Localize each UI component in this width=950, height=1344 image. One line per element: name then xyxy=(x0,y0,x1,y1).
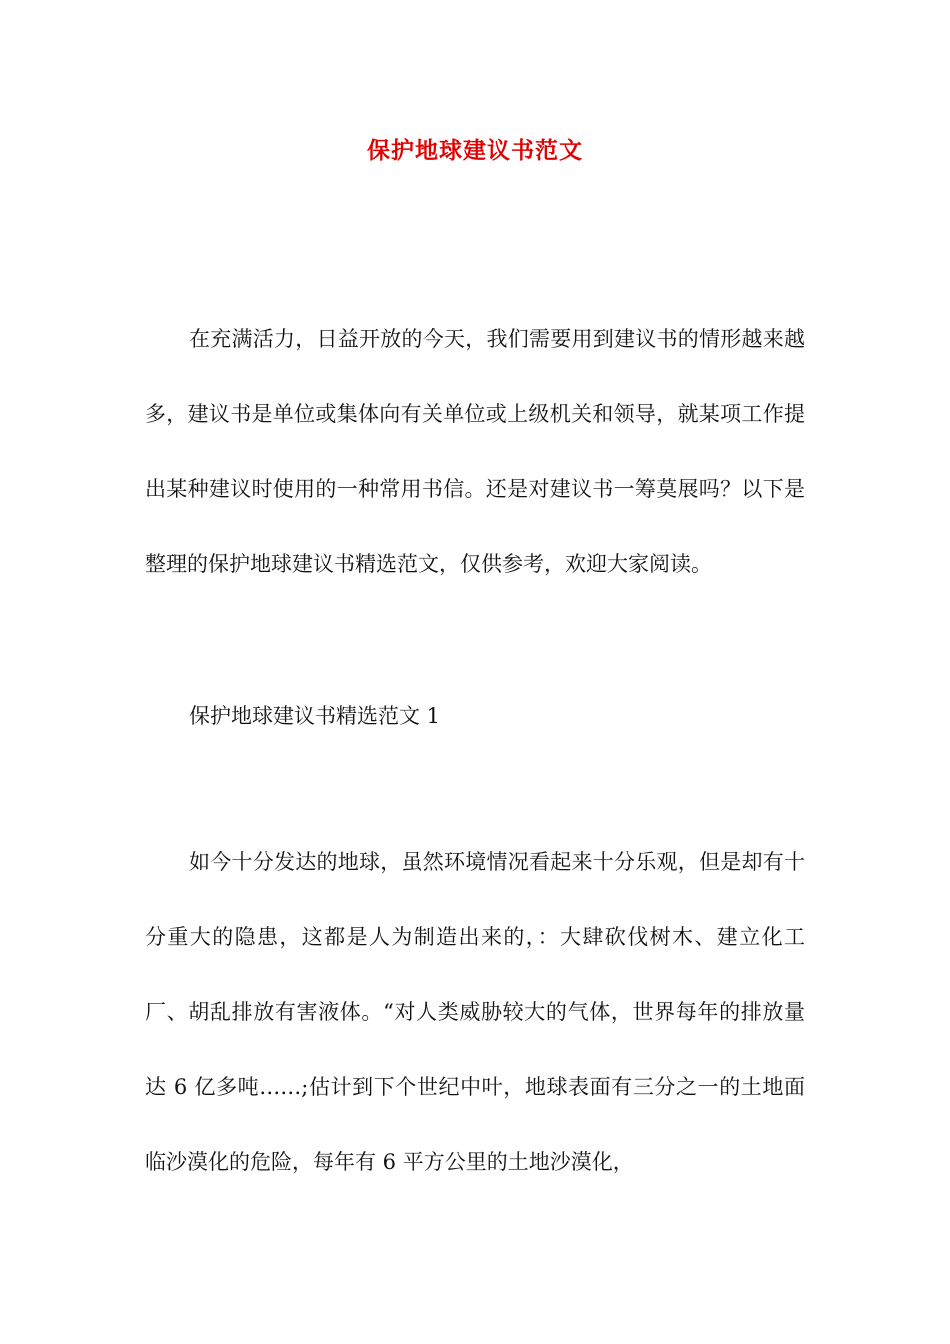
body-paragraph: 如今十分发达的地球，虽然环境情况看起来十分乐观，但是却有十分重大的隐患，这都是人为制造出来的，：大肆砍伐树木、建立化工厂、胡乱排放有害液体。“对人类威胁较大的气体，世界每年的排放量达 6 亿多吨……;估计到下个世纪中叶，地球表面有三分之一的土地面临沙漠化的危险，每年有 6 平方公里的土地沙漠化， xyxy=(145,850,805,1174)
section-heading: 保护地球建议书精选范文 1 xyxy=(189,704,441,728)
document-title: 保护地球建议书范文 xyxy=(367,137,583,164)
intro-paragraph: 在充满活力，日益开放的今天，我们需要用到建议书的情形越来越多，建议书是单位或集体向有关单位或上级机关和领导，就某项工作提出某种建议时使用的一种常用书信。还是对建议书一筹莫展吗？以下是整理的保护地球建议书精选范文，仅供参考，欢迎大家阅读。 xyxy=(145,327,805,576)
